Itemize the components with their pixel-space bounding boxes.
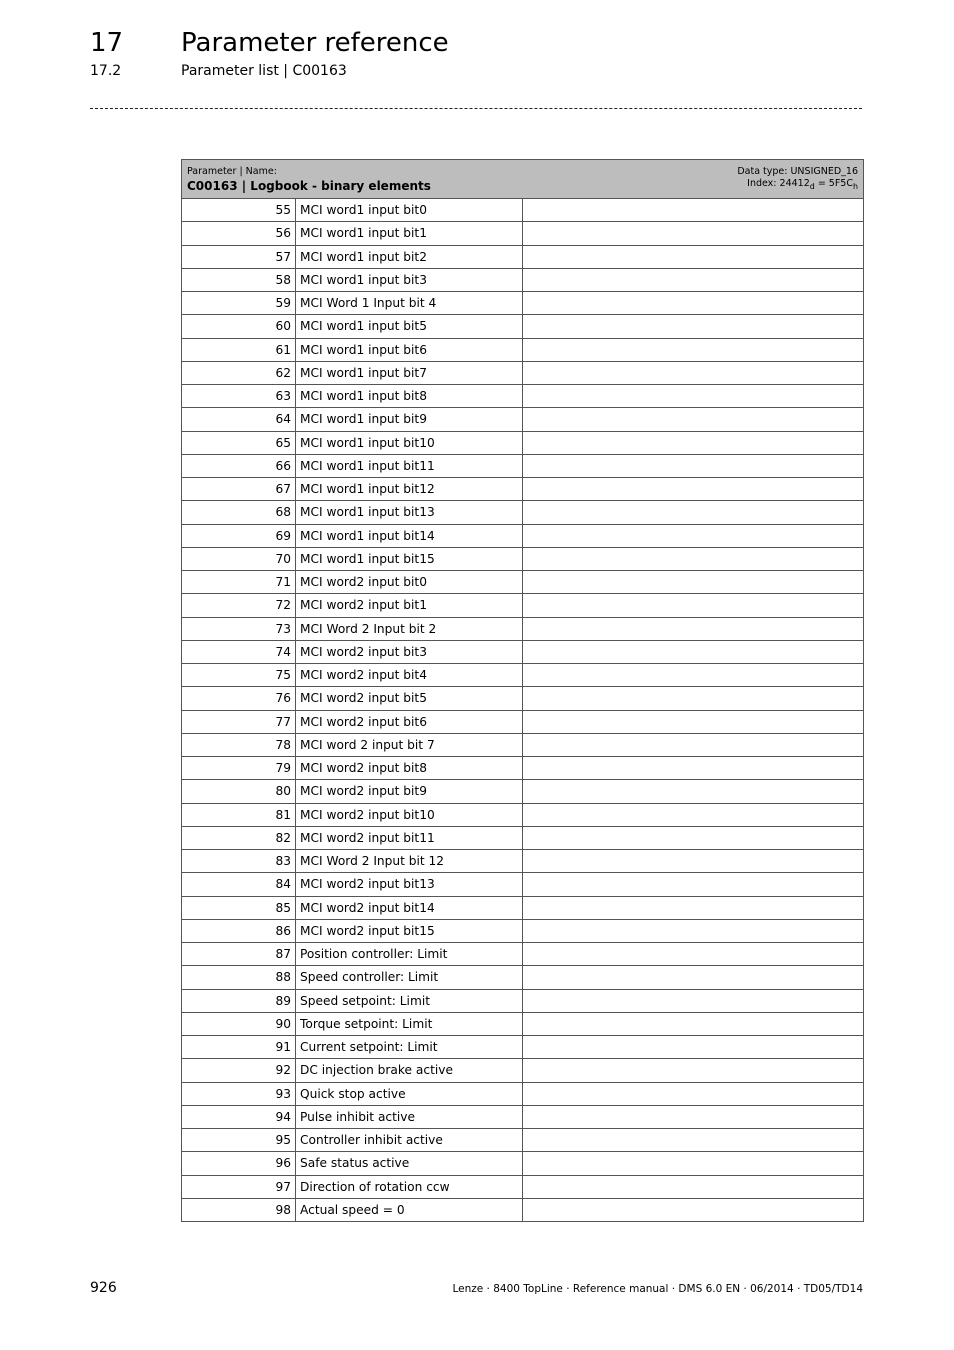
row-info [523,1036,864,1059]
row-label: MCI word1 input bit14 [296,524,523,547]
table-row [182,1082,864,1105]
table-row [182,733,864,756]
table-row [182,571,864,594]
parameter-table [181,159,864,1222]
row-info [523,1198,864,1221]
table-row [182,594,864,617]
row-label: MCI Word 2 Input bit 2 [296,617,523,640]
table-row [182,780,864,803]
row-info [523,826,864,849]
table-row [182,943,864,966]
header-divider [90,108,862,109]
row-label: DC injection brake active [296,1059,523,1082]
row-value: 67 [182,478,296,501]
chapter-title: Parameter reference [181,28,449,58]
row-label: Controller inhibit active [296,1129,523,1152]
row-label: MCI word2 input bit13 [296,873,523,896]
table-row [182,757,864,780]
table-row [182,315,864,338]
row-label: Speed setpoint: Limit [296,989,523,1012]
row-info [523,268,864,291]
table-row [182,245,864,268]
table-row [182,1129,864,1152]
row-value: 94 [182,1105,296,1128]
row-label: MCI word1 input bit2 [296,245,523,268]
row-value: 96 [182,1152,296,1175]
table-row [182,292,864,315]
row-label: MCI word1 input bit5 [296,315,523,338]
row-value: 81 [182,803,296,826]
data-type: Data type: UNSIGNED_16 [737,166,858,177]
row-label: Torque setpoint: Limit [296,1012,523,1035]
table-row [182,966,864,989]
table-row [182,1198,864,1221]
row-label: MCI word1 input bit9 [296,408,523,431]
row-label: MCI word2 input bit9 [296,780,523,803]
row-label: MCI word1 input bit11 [296,454,523,477]
row-value: 88 [182,966,296,989]
row-info [523,1012,864,1035]
row-label: MCI word2 input bit3 [296,640,523,663]
row-label: MCI Word 1 Input bit 4 [296,292,523,315]
index-sub-h: h [852,181,858,191]
row-value: 75 [182,664,296,687]
row-value: 62 [182,361,296,384]
row-label: Current setpoint: Limit [296,1036,523,1059]
table-row [182,222,864,245]
table-row [182,1152,864,1175]
row-label: MCI word1 input bit10 [296,431,523,454]
row-label: MCI Word 2 Input bit 12 [296,850,523,873]
table-row [182,408,864,431]
table-body [182,199,864,1222]
row-label: MCI word1 input bit8 [296,385,523,408]
table-row [182,268,864,291]
row-value: 70 [182,547,296,570]
row-info [523,245,864,268]
row-value: 95 [182,1129,296,1152]
row-label: MCI word2 input bit5 [296,687,523,710]
parameter-name: C00163 | Logbook - binary elements [187,179,431,193]
row-value: 73 [182,617,296,640]
row-info [523,896,864,919]
row-label: MCI word2 input bit11 [296,826,523,849]
row-info [523,1129,864,1152]
row-info [523,501,864,524]
row-info [523,524,864,547]
row-info [523,431,864,454]
footer-text: Lenze · 8400 TopLine · Reference manual · DMS 6.0 EN · 06/2014 · TD05/TD14 [452,1283,863,1295]
row-info [523,571,864,594]
row-info [523,757,864,780]
row-info [523,408,864,431]
table-row [182,919,864,942]
section-title: Parameter list | C00163 [181,63,347,79]
table-row [182,1105,864,1128]
table-row [182,1175,864,1198]
row-info [523,547,864,570]
index-hex: = 5F5C [814,178,853,189]
table-row [182,710,864,733]
row-value: 55 [182,199,296,222]
row-info [523,989,864,1012]
row-info [523,338,864,361]
row-label: Speed controller: Limit [296,966,523,989]
row-label: MCI word2 input bit6 [296,710,523,733]
table-row [182,1036,864,1059]
row-value: 78 [182,733,296,756]
row-value: 85 [182,896,296,919]
row-info [523,385,864,408]
row-value: 93 [182,1082,296,1105]
row-label: Actual speed = 0 [296,1198,523,1221]
row-label: MCI word1 input bit6 [296,338,523,361]
row-value: 97 [182,1175,296,1198]
table-row [182,803,864,826]
row-value: 86 [182,919,296,942]
row-value: 91 [182,1036,296,1059]
row-value: 87 [182,943,296,966]
row-value: 74 [182,640,296,663]
row-label: Position controller: Limit [296,943,523,966]
row-info [523,943,864,966]
row-value: 57 [182,245,296,268]
row-info [523,640,864,663]
table-row [182,431,864,454]
row-value: 90 [182,1012,296,1035]
row-value: 68 [182,501,296,524]
table-row [182,617,864,640]
row-value: 77 [182,710,296,733]
index-value: Index: 24412 [747,178,810,189]
row-value: 76 [182,687,296,710]
row-info [523,1152,864,1175]
table-row [182,338,864,361]
row-info [523,1175,864,1198]
chapter-number: 17 [90,28,124,58]
row-info [523,478,864,501]
row-label: Direction of rotation ccw [296,1175,523,1198]
row-info [523,850,864,873]
row-info [523,594,864,617]
row-info [523,966,864,989]
row-info [523,222,864,245]
row-label: MCI word1 input bit13 [296,501,523,524]
table-row [182,664,864,687]
row-value: 92 [182,1059,296,1082]
row-label: Quick stop active [296,1082,523,1105]
table-row [182,385,864,408]
table-row [182,850,864,873]
row-value: 71 [182,571,296,594]
row-info [523,710,864,733]
row-value: 60 [182,315,296,338]
row-value: 59 [182,292,296,315]
row-label: MCI word2 input bit0 [296,571,523,594]
table-row [182,873,864,896]
row-label: MCI word1 input bit12 [296,478,523,501]
row-value: 98 [182,1198,296,1221]
table-row [182,454,864,477]
table-row [182,478,864,501]
row-value: 56 [182,222,296,245]
row-label: MCI word1 input bit3 [296,268,523,291]
row-value: 72 [182,594,296,617]
row-info [523,1105,864,1128]
table-row [182,826,864,849]
row-label: MCI word2 input bit1 [296,594,523,617]
row-value: 84 [182,873,296,896]
row-info [523,733,864,756]
row-label: MCI word2 input bit10 [296,803,523,826]
table-row [182,524,864,547]
row-label: Safe status active [296,1152,523,1175]
row-info [523,617,864,640]
row-value: 79 [182,757,296,780]
table-row [182,1012,864,1035]
table-row [182,896,864,919]
row-info [523,780,864,803]
index-sub-d: d [809,181,815,191]
header-label: Parameter | Name: [187,166,277,177]
row-value: 80 [182,780,296,803]
row-value: 58 [182,268,296,291]
page-number: 926 [90,1280,117,1296]
table-row [182,361,864,384]
row-value: 83 [182,850,296,873]
parameter-meta [737,166,858,193]
row-label: MCI word2 input bit4 [296,664,523,687]
table-row [182,501,864,524]
row-info [523,292,864,315]
row-info [523,687,864,710]
row-info [523,454,864,477]
section-number: 17.2 [90,63,122,79]
row-value: 82 [182,826,296,849]
row-info [523,315,864,338]
index [747,178,858,189]
table-header [182,160,864,199]
row-label: MCI word1 input bit0 [296,199,523,222]
row-info [523,803,864,826]
row-value: 66 [182,454,296,477]
row-value: 64 [182,408,296,431]
row-info [523,919,864,942]
table-row [182,547,864,570]
row-info [523,361,864,384]
table-row [182,687,864,710]
row-label: MCI word2 input bit8 [296,757,523,780]
table-row [182,989,864,1012]
row-label: MCI word 2 input bit 7 [296,733,523,756]
row-label: MCI word2 input bit14 [296,896,523,919]
row-info [523,199,864,222]
row-label: MCI word1 input bit15 [296,547,523,570]
row-value: 89 [182,989,296,1012]
row-info [523,873,864,896]
row-label: Pulse inhibit active [296,1105,523,1128]
row-label: MCI word1 input bit7 [296,361,523,384]
row-value: 61 [182,338,296,361]
row-info [523,664,864,687]
row-label: MCI word1 input bit1 [296,222,523,245]
table-row [182,1059,864,1082]
row-value: 69 [182,524,296,547]
row-value: 63 [182,385,296,408]
row-label: MCI word2 input bit15 [296,919,523,942]
table-row [182,640,864,663]
row-value: 65 [182,431,296,454]
row-info [523,1059,864,1082]
table-row [182,199,864,222]
row-info [523,1082,864,1105]
